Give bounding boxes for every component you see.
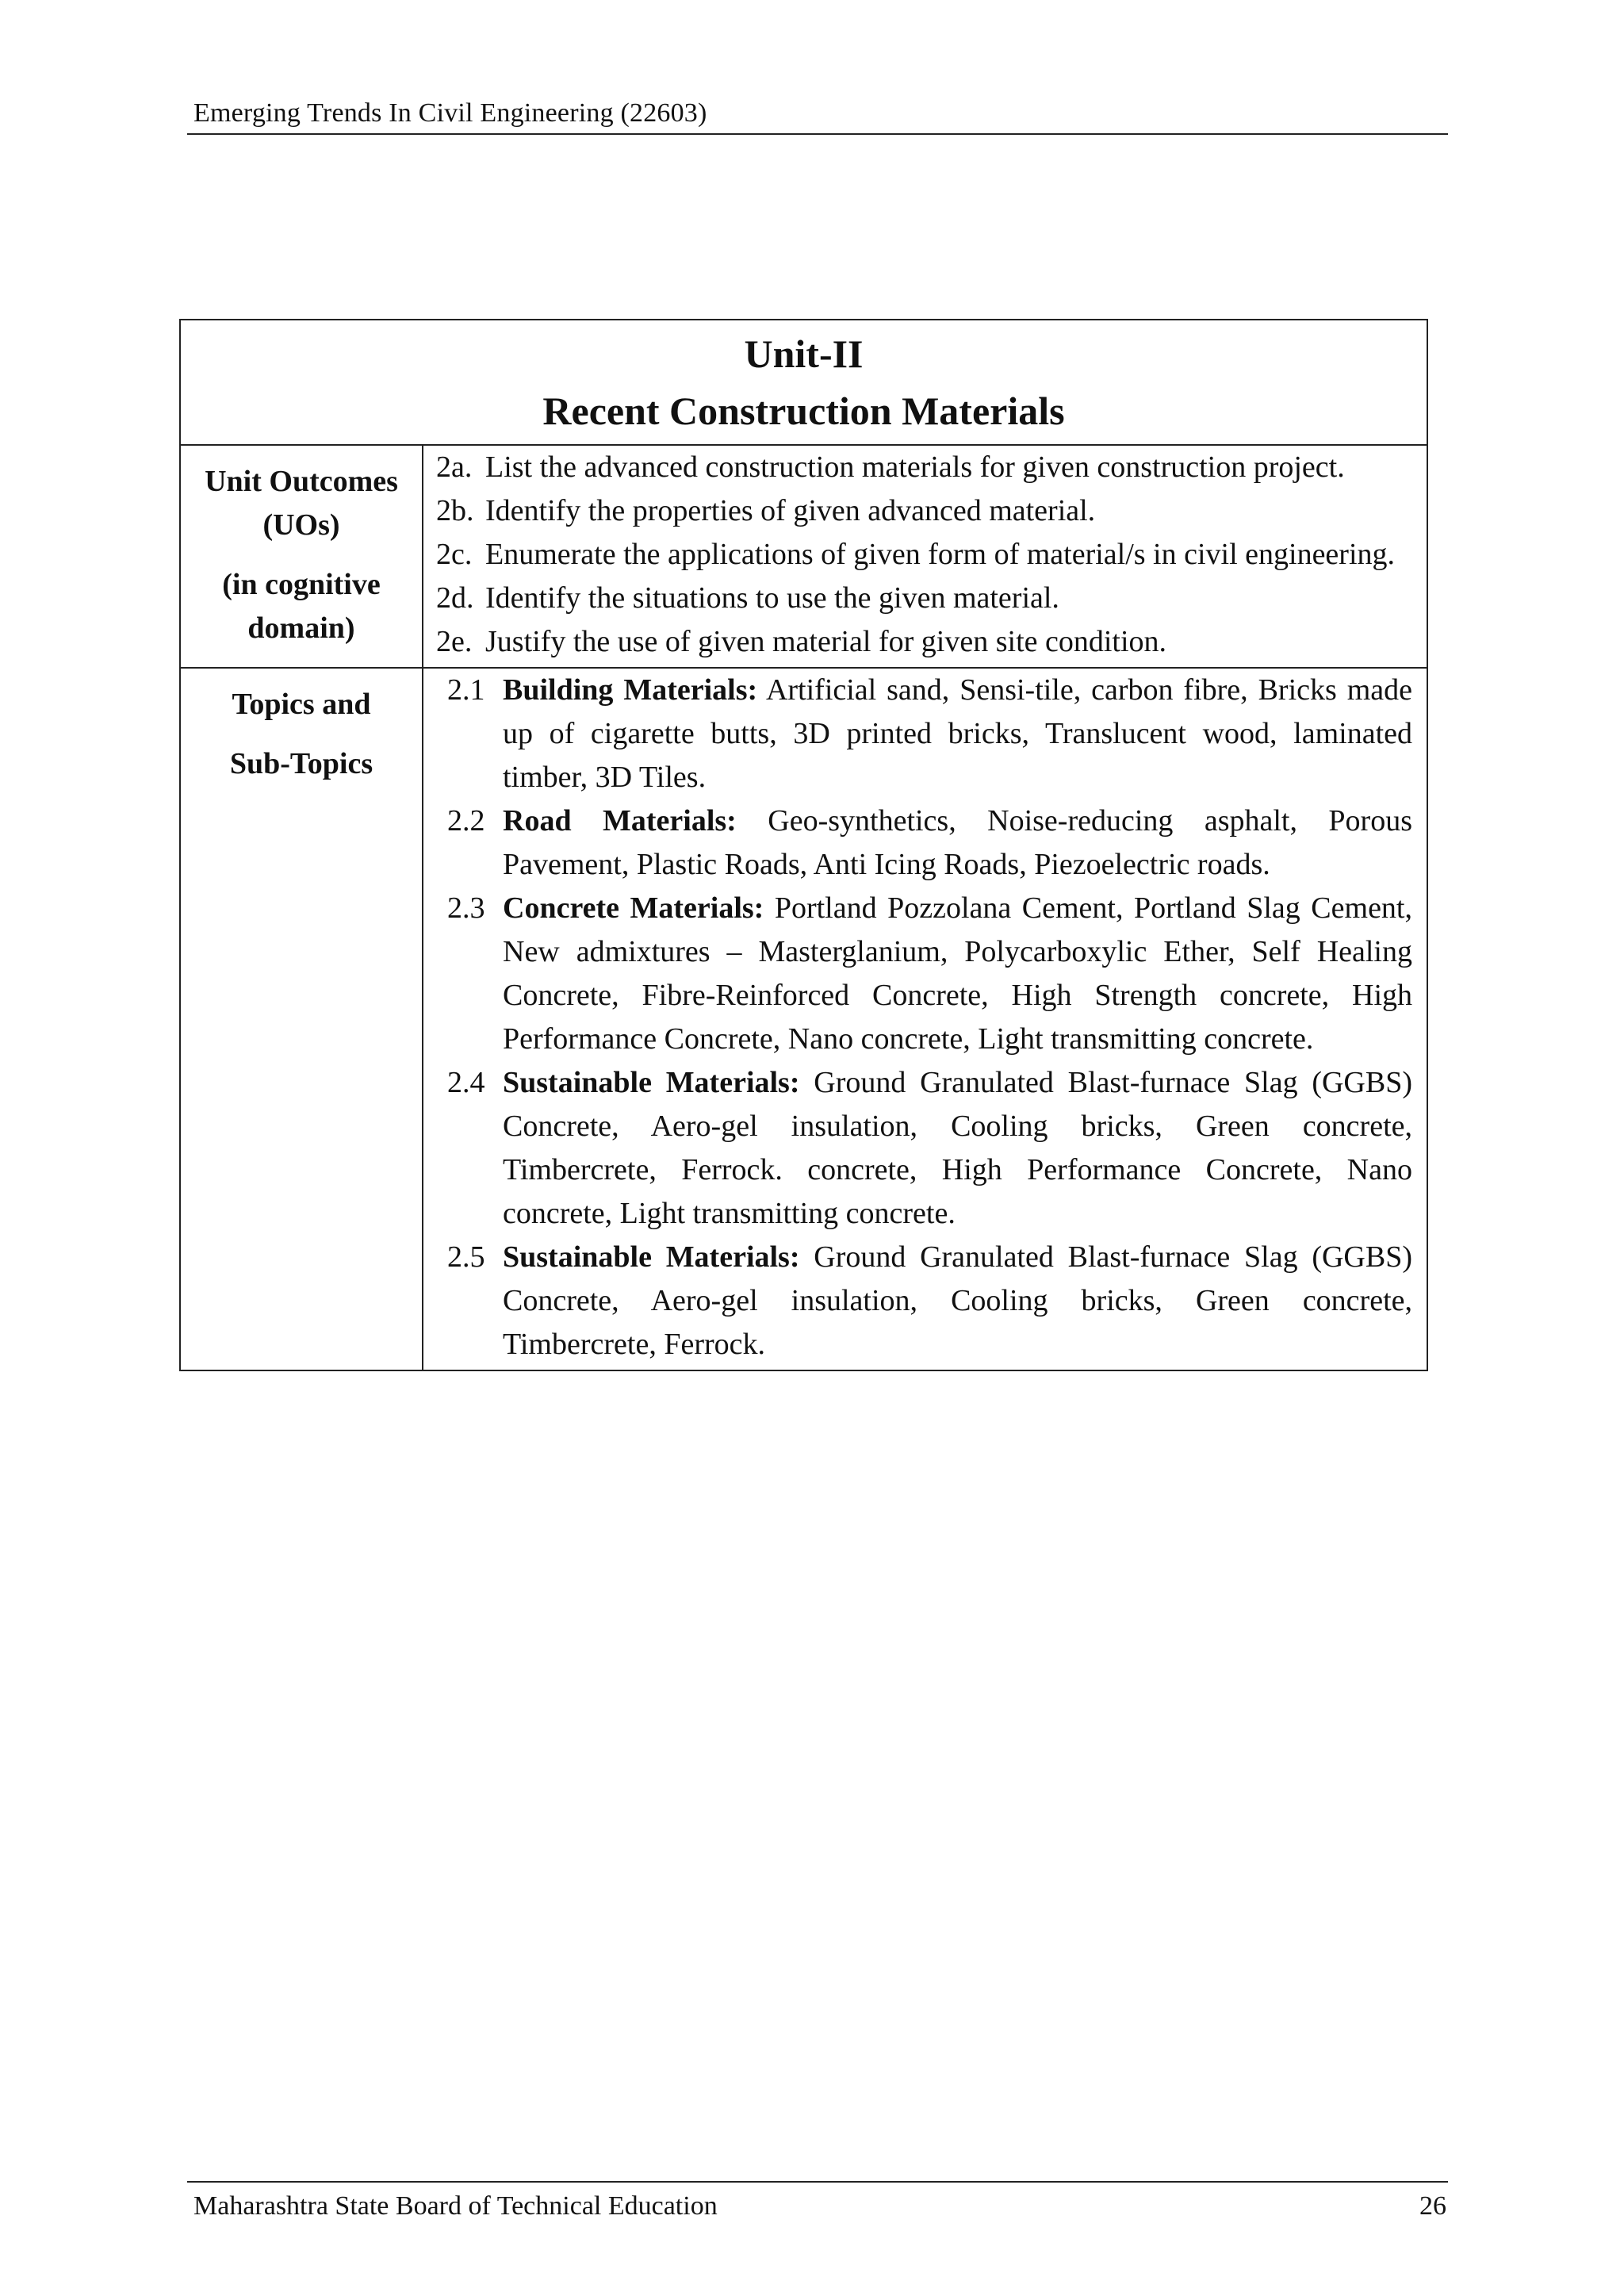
outcome-item xyxy=(436,577,1412,620)
unit-title-row xyxy=(180,320,1427,445)
topic-text xyxy=(503,887,1412,1061)
outcome-item xyxy=(436,489,1412,533)
footer-publisher: Maharashtra State Board of Technical Education xyxy=(193,2191,718,2221)
topic-number: 2.3 xyxy=(447,891,485,925)
topic-heading: Sustainable Materials: xyxy=(503,1066,800,1099)
outcome-number: 2c. xyxy=(436,538,473,571)
topic-text xyxy=(503,1061,1412,1236)
topics-label-line: Topics and xyxy=(232,688,371,721)
topic-body: Artificial sand, Sensi-tile, carbon fibre, Bricks made up of cigarette butts, 3D printed bricks, Translucent wood, laminated timber, 3D Tiles. xyxy=(503,673,1412,794)
unit-number: Unit-II xyxy=(744,332,864,376)
topics-label-line: Sub-Topics xyxy=(229,747,373,780)
outcomes-label-line: (in cognitive xyxy=(222,568,381,601)
outcome-text: Justify the use of given material for given site condition. xyxy=(485,625,1167,658)
outcome-text: List the advanced construction materials for given construction project. xyxy=(485,450,1345,484)
topic-item xyxy=(447,887,1412,1061)
outcomes-row xyxy=(180,445,1427,668)
topic-heading: Sustainable Materials: xyxy=(503,1240,800,1274)
outcomes-list xyxy=(423,445,1427,668)
topic-body: Portland Pozzolana Cement, Portland Slag Cement, New admixtures – Masterglanium, Polycarboxylic Ether, Self Healing Concrete, Fibre-Reinforced Concrete, High Strength concrete, High Performance Concrete, Nano concrete, Light transmitting concrete. xyxy=(503,891,1412,1056)
topic-body: Ground Granulated Blast-furnace Slag (GGBS) Concrete, Aero-gel insulation, Cooling bricks, Green concrete, Timbercrete, Ferrock. xyxy=(503,1240,1412,1361)
outcome-number: 2e. xyxy=(436,625,473,658)
outcomes-label-line: Unit Outcomes xyxy=(205,465,398,498)
outcomes-label-line: domain) xyxy=(247,611,355,645)
outcome-item xyxy=(436,446,1412,489)
topic-number: 2.2 xyxy=(447,804,485,838)
topic-item xyxy=(447,1236,1412,1366)
unit-table xyxy=(179,319,1428,1371)
topic-text xyxy=(503,799,1412,887)
topic-item xyxy=(447,799,1412,887)
topics-label-cell xyxy=(180,668,423,1370)
footer-divider xyxy=(187,2181,1448,2183)
outcome-item xyxy=(436,533,1412,577)
topic-heading: Road Materials: xyxy=(503,804,737,838)
header-divider xyxy=(187,133,1448,135)
running-header: Emerging Trends In Civil Engineering (22603) xyxy=(193,98,707,128)
topic-number: 2.4 xyxy=(447,1066,485,1099)
topic-body: Ground Granulated Blast-furnace Slag (GGBS) Concrete, Aero-gel insulation, Cooling bricks, Green concrete, Timbercrete, Ferrock. concrete, High Performance Concrete, Nano concrete, Light transmitting concrete. xyxy=(503,1066,1412,1230)
page-number: 26 xyxy=(1419,2191,1446,2221)
topic-text xyxy=(503,669,1412,799)
outcomes-label-line: (UOs) xyxy=(262,508,340,542)
topic-heading: Building Materials: xyxy=(503,673,758,707)
outcome-text: Identify the properties of given advanced material. xyxy=(485,494,1096,527)
topic-item xyxy=(447,1061,1412,1236)
topic-text xyxy=(503,1236,1412,1366)
outcome-number: 2a. xyxy=(436,450,473,484)
outcome-number: 2d. xyxy=(436,581,474,615)
topic-number: 2.5 xyxy=(447,1240,485,1274)
outcome-item xyxy=(436,620,1412,664)
topic-item xyxy=(447,669,1412,799)
topic-body: Geo-synthetics, Noise-reducing asphalt, Porous Pavement, Plastic Roads, Anti Icing Roads, Piezoelectric roads. xyxy=(503,804,1412,881)
outcomes-label-cell xyxy=(180,445,423,668)
topics-list xyxy=(423,668,1427,1370)
outcome-number: 2b. xyxy=(436,494,474,527)
unit-title: Recent Construction Materials xyxy=(542,389,1065,433)
outcome-text: Identify the situations to use the given material. xyxy=(485,581,1059,615)
topic-heading: Concrete Materials: xyxy=(503,891,764,925)
outcome-text: Enumerate the applications of given form of material/s in civil engineering. xyxy=(485,538,1396,571)
topics-row xyxy=(180,668,1427,1370)
topic-number: 2.1 xyxy=(447,673,485,707)
unit-title-cell xyxy=(180,320,1427,445)
